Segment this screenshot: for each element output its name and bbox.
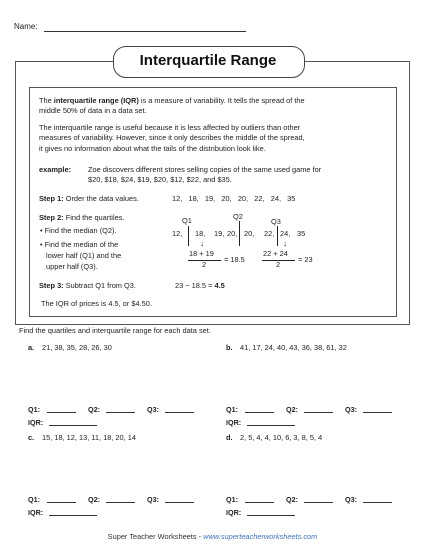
- problem-b-letter: b.: [226, 343, 233, 352]
- a-q3-label: Q3:: [147, 405, 159, 414]
- b-q2-answer[interactable]: [304, 412, 333, 413]
- problem-c-data: 15, 18, 12, 13, 11, 18, 20, 14: [42, 433, 136, 442]
- name-label: Name:: [14, 22, 38, 31]
- c-iqr-answer[interactable]: [49, 515, 97, 516]
- intro-paragraph-2-line1: The interquartile range is useful because it is less affected by outliers than other: [39, 123, 301, 132]
- data-20a: 20,: [227, 229, 238, 238]
- fraction2-denominator: 2: [276, 260, 281, 269]
- b-q2-label: Q2:: [286, 405, 298, 414]
- d-q3-answer[interactable]: [363, 502, 392, 503]
- b-q1-label: Q1:: [226, 405, 238, 414]
- problem-d-data: 2, 5, 4, 4, 10, 6, 3, 8, 5, 4: [240, 433, 323, 442]
- problem-d-letter: d.: [226, 433, 233, 442]
- b-iqr-answer[interactable]: [247, 425, 295, 426]
- ordered-values: 12, 18, 19, 20, 20, 22, 24, 35: [172, 194, 296, 203]
- d-q2-label: Q2:: [286, 495, 298, 504]
- data-35: 35: [297, 229, 306, 238]
- step3-text: Step 3: Subtract Q1 from Q3.: [39, 281, 136, 290]
- footer-brand: Super Teacher Worksheets -: [107, 532, 204, 541]
- data-19: 19,: [214, 229, 225, 238]
- step1-text: Step 1: Order the data values.: [39, 194, 139, 203]
- step2-bullet2-line3: upper half (Q3).: [46, 262, 98, 271]
- intro-paragraph-1-line2: middle 50% of data in a data set.: [39, 106, 147, 115]
- example-conclusion: The IQR of prices is 4.5, or $4.50.: [41, 299, 152, 308]
- d-q3-label: Q3:: [345, 495, 357, 504]
- step2-bullet1: • Find the median (Q2).: [40, 226, 117, 235]
- q2-label: Q2: [233, 212, 243, 221]
- page-title: Interquartile Range: [139, 52, 277, 69]
- a-iqr-answer[interactable]: [49, 425, 97, 426]
- problem-c-letter: c.: [28, 433, 35, 442]
- data-12: 12,: [172, 229, 183, 238]
- down-arrow-icon: ↓: [283, 239, 287, 248]
- data-22: 22,: [264, 229, 275, 238]
- a-q2-answer[interactable]: [106, 412, 135, 413]
- data-20b: 20,: [244, 229, 255, 238]
- footer-url[interactable]: www.superteacherworksheets.com: [203, 532, 318, 541]
- q1-label: Q1: [182, 216, 192, 225]
- d-iqr-answer[interactable]: [247, 515, 295, 516]
- a-iqr-label: IQR:: [28, 418, 44, 427]
- c-q1-label: Q1:: [28, 495, 40, 504]
- a-q2-label: Q2:: [88, 405, 100, 414]
- example-line1: Zoe discovers different stores selling copies of the same used game for: [88, 165, 322, 174]
- a-q1-answer[interactable]: [47, 412, 76, 413]
- q1-tick: [188, 226, 189, 246]
- q2-tick: [239, 221, 240, 246]
- down-arrow-icon: ↓: [200, 239, 204, 248]
- q3-tick: [277, 226, 278, 246]
- fraction1-numerator: 18 + 19: [189, 249, 214, 258]
- fraction2-result: = 23: [298, 255, 313, 264]
- instructions: Find the quartiles and interquartile range for each data set.: [19, 326, 211, 335]
- step2-text: Step 2: Find the quartiles.: [39, 213, 125, 222]
- problem-a-data: 21, 38, 35, 28, 26, 30: [42, 343, 112, 352]
- b-q3-answer[interactable]: [363, 412, 392, 413]
- c-q1-answer[interactable]: [47, 502, 76, 503]
- q3-label: Q3: [271, 217, 281, 226]
- fraction1-result: = 18.5: [224, 255, 245, 264]
- c-iqr-label: IQR:: [28, 508, 44, 517]
- b-q3-label: Q3:: [345, 405, 357, 414]
- d-q1-label: Q1:: [226, 495, 238, 504]
- intro-paragraph-2-line3: it gives no information about what the tails of the distribution look like.: [39, 144, 266, 153]
- name-line: [44, 31, 246, 32]
- intro-paragraph-2-line2: measures of variability. However, since it only describes the middle of the spread,: [39, 133, 305, 142]
- problem-a-letter: a.: [28, 343, 35, 352]
- c-q3-answer[interactable]: [165, 502, 194, 503]
- b-q1-answer[interactable]: [245, 412, 274, 413]
- a-q3-answer[interactable]: [165, 412, 194, 413]
- data-24: 24,: [280, 229, 291, 238]
- step2-bullet2-line2: lower half (Q1) and the: [46, 251, 122, 260]
- step3-calculation: 23 − 18.5 = 4.5: [175, 281, 225, 290]
- b-iqr-label: IQR:: [226, 418, 242, 427]
- a-q1-label: Q1:: [28, 405, 40, 414]
- c-q2-answer[interactable]: [106, 502, 135, 503]
- d-q2-answer[interactable]: [304, 502, 333, 503]
- d-iqr-label: IQR:: [226, 508, 242, 517]
- fraction2-numerator: 22 + 24: [263, 249, 288, 258]
- example-line2: $20, $18, $24, $19, $20, $12, $22, and $35.: [88, 175, 232, 184]
- data-18: 18,: [195, 229, 206, 238]
- example-label: example:: [39, 165, 72, 174]
- c-q2-label: Q2:: [88, 495, 100, 504]
- footer: [0, 532, 425, 541]
- fraction1-denominator: 2: [202, 260, 207, 269]
- step2-bullet2-line1: • Find the median of the: [40, 240, 119, 249]
- problem-b-data: 41, 17, 24, 40, 43, 36, 38, 61, 32: [240, 343, 347, 352]
- c-q3-label: Q3:: [147, 495, 159, 504]
- d-q1-answer[interactable]: [245, 502, 274, 503]
- intro-paragraph-1: The interquartile range (IQR) is a measure of variability. It tells the spread of the: [39, 96, 305, 105]
